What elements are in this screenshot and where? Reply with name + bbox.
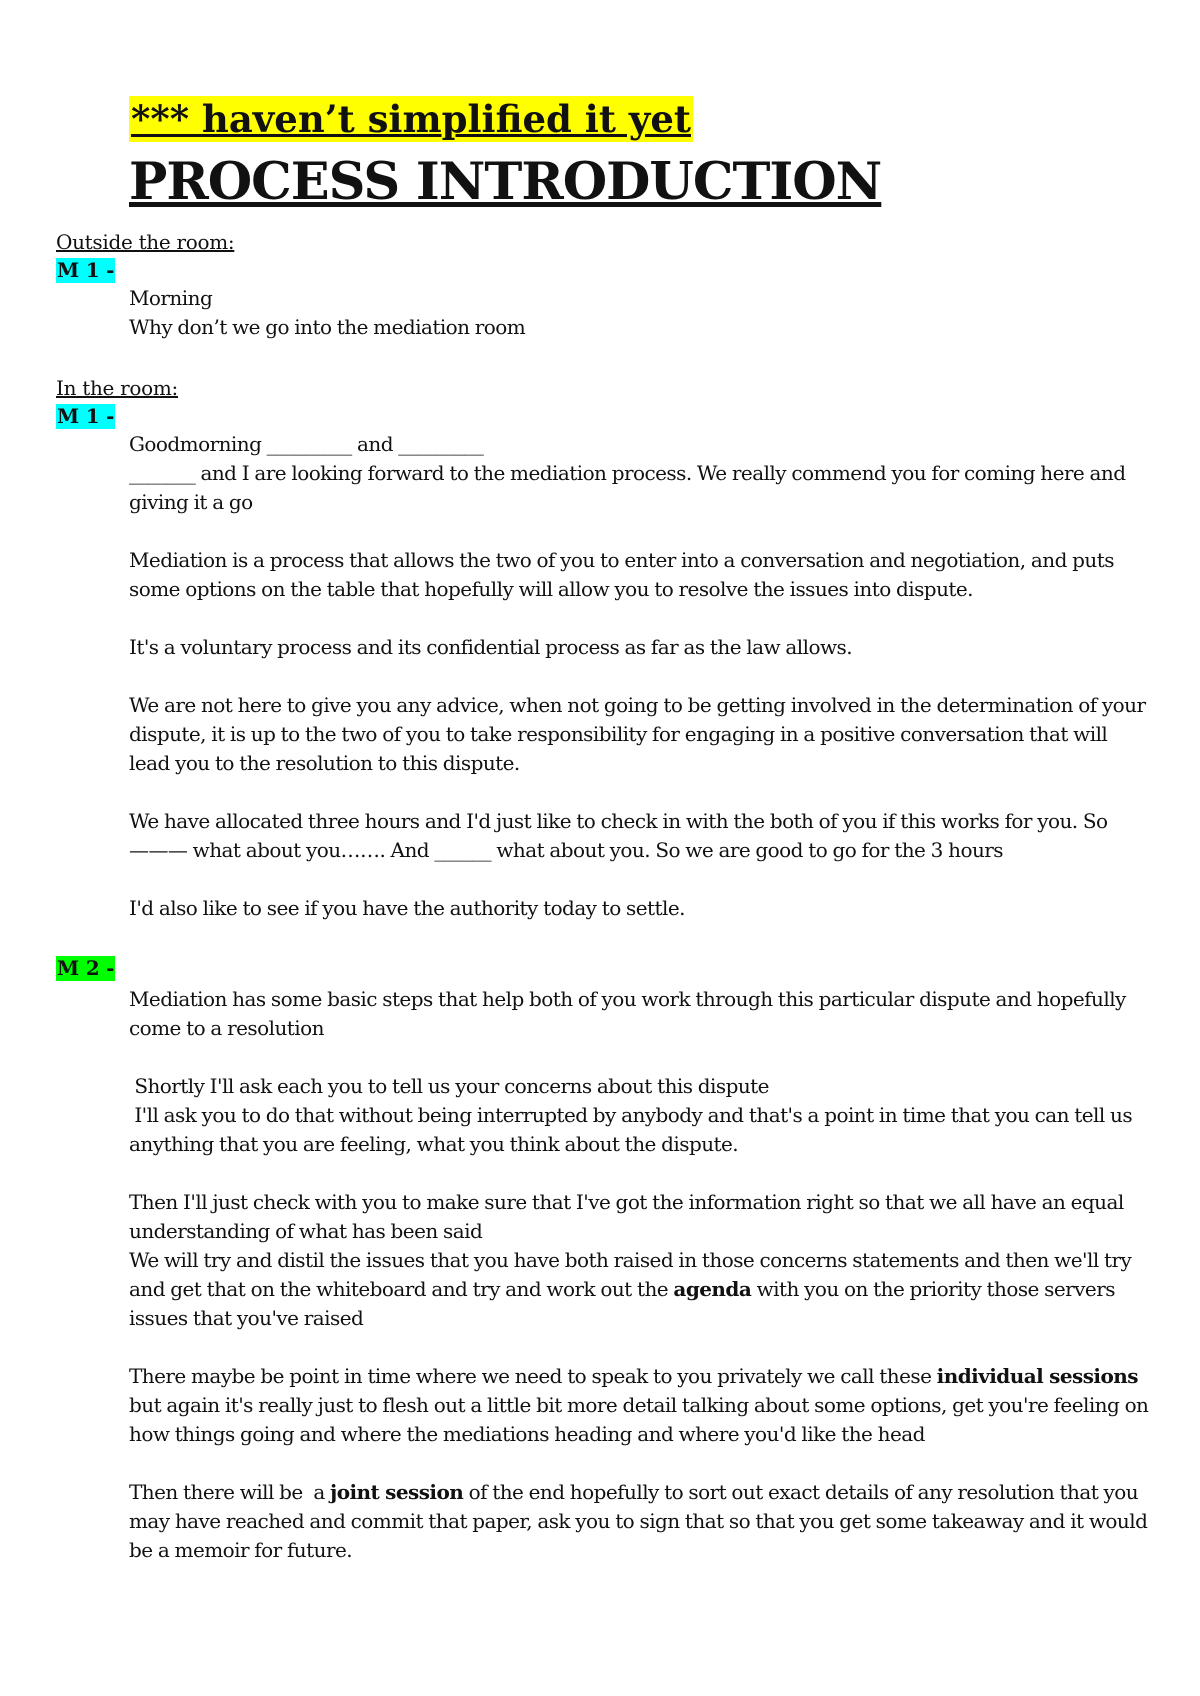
- bold-term: joint session: [330, 1480, 464, 1504]
- paragraph: We have allocated three hours and I'd just like to check in with the both of you if this works for you. So ——— what about you……. And ______ what about you. So we are good to go for the 3 hours: [129, 809, 1108, 862]
- paragraph: I'd also like to see if you have the authority today to settle.: [129, 896, 685, 920]
- section-label-outside: Outside the room:: [56, 230, 235, 254]
- paragraph: Mediation is a process that allows the two of you to enter into a conversation and negotiation, and puts some options on the table that hopefully will allow you to resolve the issues into dispute.: [129, 548, 1114, 601]
- paragraph: I'll ask you to do that without being interrupted by anybody and that's a point in time that you can tell us anything that you are feeling, what you think about the dispute.: [129, 1103, 1138, 1156]
- paragraph: There maybe be point in time where we need to speak to you privately we call these individual sessions but again it's really just to flesh out a little bit more detail talking about some options, get you're feeling on how things going and where the mediations heading and where you'd like the head: [129, 1364, 1149, 1446]
- speaker-label-m2: M 2 -: [57, 956, 115, 980]
- paragraph: _______ and I are looking forward to the mediation process. We really commend you for coming here and giving it a go: [129, 461, 1126, 514]
- outside-text: [129, 284, 1149, 342]
- bold-term: agenda: [673, 1277, 752, 1301]
- paragraph: Goodmorning _________ and _________: [129, 432, 484, 456]
- speaker-label-m1-outside: M 1 -: [57, 258, 115, 282]
- paragraph: We will try and distil the issues that you have both raised in those concerns statements and then we'll try and get that on the whiteboard and try and work out the agenda with you on the priority those servers issues that you've raised: [129, 1248, 1132, 1330]
- speaker-label-m1-inside: M 1 -: [57, 404, 115, 428]
- draft-note: *** haven’t simplified it yet: [131, 97, 691, 141]
- paragraph: Shortly I'll ask each you to tell us your concerns about this dispute: [129, 1074, 769, 1098]
- section-label-inside: In the room:: [56, 376, 178, 400]
- m2-text: [129, 985, 1153, 1565]
- paragraph: Then I'll just check with you to make sure that I've got the information right so that we all have an equal understanding of what has been said: [129, 1190, 1124, 1243]
- paragraph: Mediation has some basic steps that help both of you work through this particular dispute and hopefully come to a resolution: [129, 987, 1126, 1040]
- paragraph: Then there will be a joint session of the end hopefully to sort out exact details of any resolution that you may have reached and commit that paper, ask you to sign that so that you get some takeaway and it would be a memoir for future.: [129, 1480, 1153, 1562]
- outside-line: Why don’t we go into the mediation room: [129, 315, 526, 339]
- outside-line: Morning: [129, 286, 213, 310]
- inside-text: [129, 430, 1149, 923]
- page-title: PROCESS INTRODUCTION: [129, 152, 882, 212]
- bold-term: individual sessions: [936, 1364, 1138, 1388]
- paragraph: It's a voluntary process and its confidential process as far as the law allows.: [129, 635, 853, 659]
- paragraph: We are not here to give you any advice, when not going to be getting involved in the determination of your dispute, it is up to the two of you to take responsibility for engaging in a positive conversation that will lead you to the resolution to this dispute.: [129, 693, 1146, 775]
